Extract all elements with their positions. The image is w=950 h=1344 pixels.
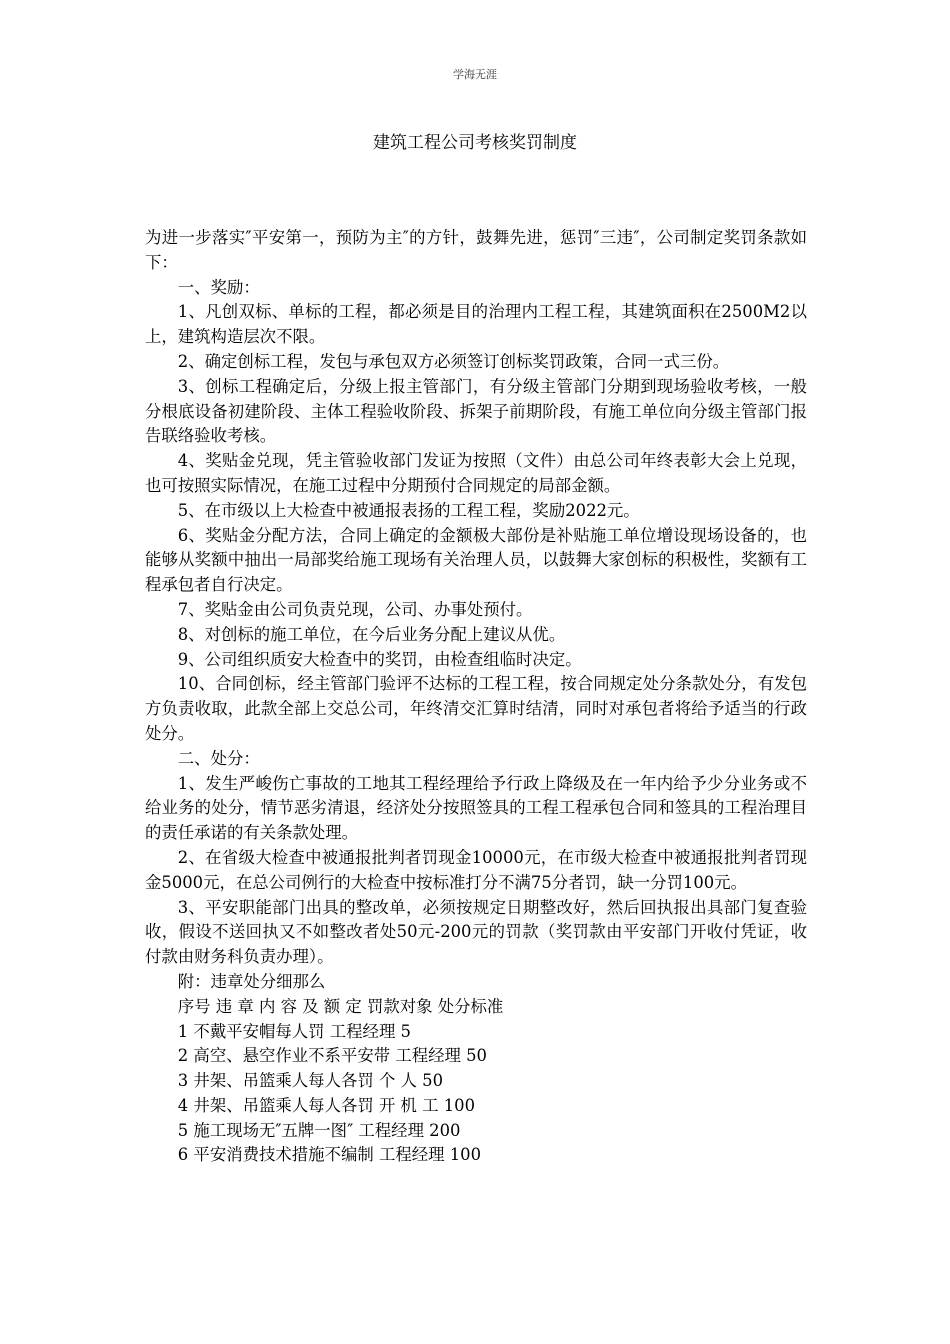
reward-item-3: 3、创标工程确定后，分级上报主管部门，有分级主管部门分期到现场验收考核，一般分根底设备初建阶段、主体工程验收阶段、拆架子前期阶段，有施工单位向分级主管部门报告联络验收考核。: [145, 376, 807, 446]
reward-item-6: 6、奖贴金分配方法，合同上确定的金额极大部份是补贴施工单位增设现场设备的，也能够从奖额中抽出一局部奖给施工现场有关治理人员，以鼓舞大家创标的积极性，奖额有工程承包者自行决定。: [145, 525, 807, 595]
appendix-row: 1 不戴平安帽每人罚 工程经理 5: [177, 1021, 411, 1041]
reward-item-8: 8、对创标的施工单位，在今后业务分配上建议从优。: [177, 624, 566, 644]
reward-item-9: 9、公司组织质安大检查中的奖罚，由检查组临时决定。: [177, 649, 582, 669]
appendix-heading: 附：违章处分细那么: [177, 971, 326, 991]
appendix-table-header: 序号 违 章 内 容 及 额 定 罚款对象 处分标准: [177, 996, 504, 1016]
appendix-row: 3 井架、吊篮乘人每人各罚 个 人 50: [177, 1071, 443, 1091]
document-title: 建筑工程公司考核奖罚制度: [373, 133, 577, 153]
section-heading-rewards: 一、奖励：: [177, 277, 260, 297]
section-heading-penalties: 二、处分：: [177, 748, 260, 768]
penalty-item-2: 2、在省级大检查中被通报批判者罚现金10000元，在市级大检查中被通报批判者罚现金5000元，在总公司例行的大检查中按标准打分不满75分者罚，缺一分罚100元。: [145, 847, 807, 892]
appendix-row: 2 高空、悬空作业不系平安带 工程经理 50: [177, 1046, 487, 1066]
reward-item-1: 1、凡创双标、单标的工程，都必须是目的治理内工程工程，其建筑面积在2500M2以上，建筑构造层次不限。: [145, 302, 807, 347]
intro-paragraph: 为进一步落实″平安第一，预防为主″的方针，鼓舞先进，惩罚″三违″，公司制定奖罚条款如下：: [145, 228, 807, 272]
reward-item-4: 4、奖贴金兑现，凭主管验收部门发证为按照（文件）由总公司年终表彰大会上兑现，也可按照实际情况，在施工过程中分期预付合同规定的局部金额。: [145, 451, 807, 495]
reward-item-10: 10、合同创标，经主管部门验评不达标的工程工程，按合同规定处分条款处分，有发包方负责收取，此款全部上交总公司，年终清交汇算时结清，同时对承包者将给予适当的行政处分。: [145, 674, 807, 743]
penalty-item-3: 3、平安职能部门出具的整改单，必须按规定日期整改好，然后回执报出具部门复查验收，假设不送回执又不如整改者处50元-200元的罚款（奖罚款由平安部门开收付凭证，收付款由财务科负责办理）。: [145, 897, 807, 967]
appendix-row: 5 施工现场无″五牌一图″ 工程经理 200: [177, 1120, 461, 1140]
appendix-row: 4 井架、吊篮乘人每人各罚 开 机 工 100: [177, 1095, 476, 1115]
appendix-row: 6 平安消费技术措施不编制 工程经理 100: [177, 1145, 481, 1165]
reward-item-5: 5、在市级以上大检查中被通报表扬的工程工程，奖励2022元。: [177, 500, 640, 520]
document-body: [145, 226, 807, 1168]
page-header: 学海无涯: [453, 68, 497, 81]
reward-item-7: 7、奖贴金由公司负责兑现，公司、办事处预付。: [177, 599, 533, 619]
penalty-item-1: 1、发生严峻伤亡事故的工地其工程经理给予行政上降级及在一年内给予少分业务或不给业务的处分，情节恶劣清退，经济处分按照签具的工程工程承包合同和签具的工程治理目的责任承诺的有关条款处理。: [145, 773, 807, 843]
reward-item-2: 2、确定创标工程，发包与承包双方必须签订创标奖罚政策，合同一式三份。: [177, 351, 730, 371]
